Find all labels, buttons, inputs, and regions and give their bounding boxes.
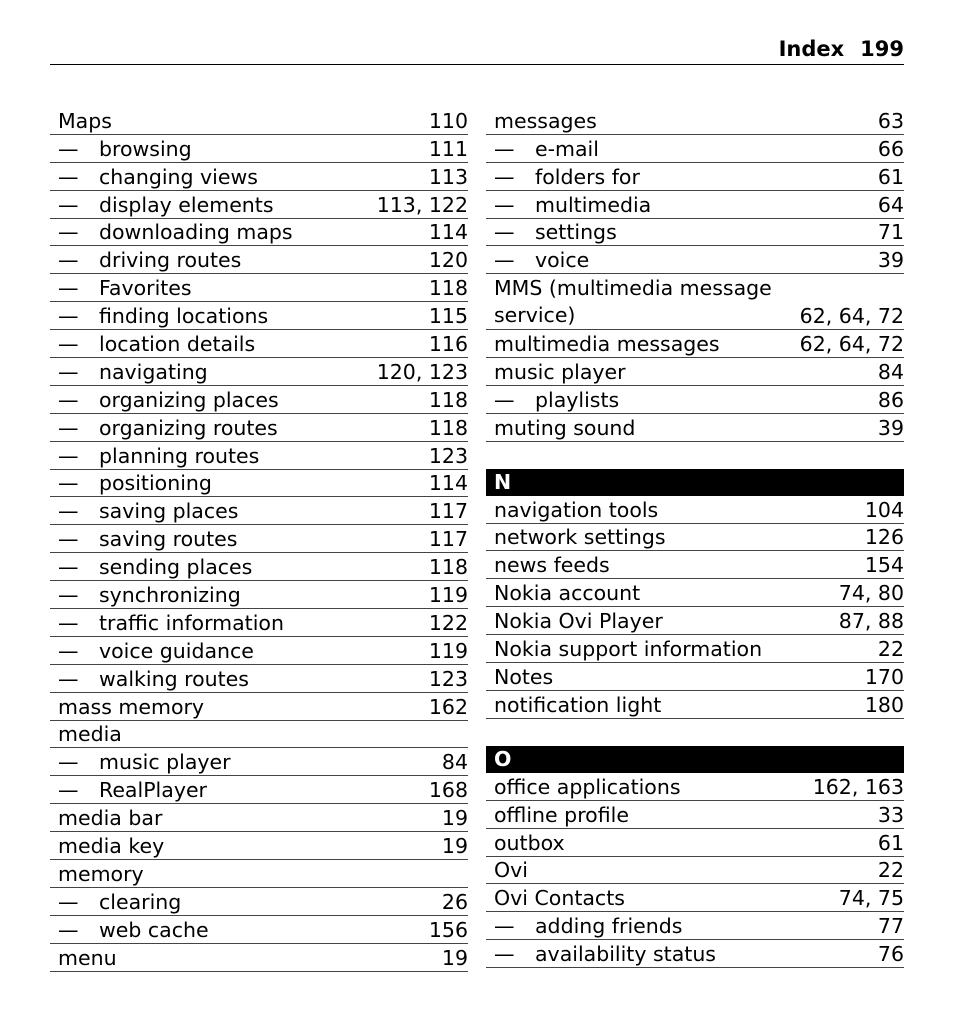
subentry-dash: — [58,387,79,412]
index-subentry [50,191,468,219]
page-reference: 117 [428,527,468,552]
page-reference: 126 [864,525,904,550]
index-term-label: playlists [535,387,620,412]
index-entry [486,857,904,885]
index-subentry [50,497,468,525]
subentry-dash: — [58,638,79,663]
index-term [494,803,870,828]
index-term-label: browsing [99,136,192,161]
subentry-dash: — [58,415,79,440]
index-term [494,109,870,134]
index-term [494,775,805,800]
index-term [58,667,421,692]
index-term [58,304,421,329]
index-term-label: Ovi [494,858,528,883]
index-subentry [50,135,468,163]
page-reference: 66 [877,136,904,161]
index-subentry [50,609,468,637]
page-reference: 64 [877,192,904,217]
index-term [58,778,421,803]
index-term-label: clearing [99,889,182,914]
page-reference: 62, 64, 72 [799,304,904,329]
page-reference: 113 [428,164,468,189]
index-term-label: mass memory [58,694,205,719]
subentry-dash: — [58,248,79,273]
index-term [494,220,870,245]
index-term-label: MMS (multimedia message service) [494,276,772,328]
subentry-dash: — [58,583,79,608]
index-term-label: downloading maps [99,220,293,245]
index-term [58,499,421,524]
page-reference: 113, 122 [376,192,468,217]
index-term [494,637,870,662]
index-subentry [50,414,468,442]
index-term [494,942,870,967]
index-term [494,165,870,190]
index-title: Index [778,37,845,61]
page-reference: 116 [428,332,468,357]
index-term-label: traffic information [99,610,284,635]
index-subentry [50,386,468,414]
index-subentry [50,442,468,470]
index-term [58,639,421,664]
index-subentry [486,912,904,940]
subentry-dash: — [58,499,79,524]
index-term-label: web cache [99,917,209,942]
index-term [58,471,421,496]
index-term [494,581,831,606]
page-reference: 76 [877,942,904,967]
index-term-label: RealPlayer [99,778,207,803]
subentry-dash: — [494,136,515,161]
index-entry [486,663,904,691]
subentry-dash: — [58,750,79,775]
index-term-label: finding locations [99,304,269,329]
page-reference: 120 [428,248,468,273]
page-reference: 74, 80 [838,581,904,606]
index-term-label: adding friends [535,914,683,939]
index-subentry [50,553,468,581]
page-reference: 110 [428,108,468,133]
index-entry [50,693,468,721]
index-term [58,109,421,134]
page-reference: 111 [428,136,468,161]
section-heading-o: O [486,746,904,773]
index-entry [486,579,904,607]
page-reference: 118 [428,415,468,440]
index-term-label: notification light [494,692,662,717]
page-reference: 117 [428,499,468,524]
page-reference: 74, 75 [838,886,904,911]
index-term [58,946,434,971]
index-term [494,665,857,690]
index-subentry [486,940,904,968]
index-term [58,360,369,385]
subentry-dash: — [58,304,79,329]
subentry-dash: — [58,666,79,691]
index-term [58,722,460,747]
index-term-label: saving routes [99,527,238,552]
subentry-dash: — [58,192,79,217]
index-term [58,695,421,720]
index-subentry [50,358,468,386]
index-term [494,332,792,357]
index-term [58,890,434,915]
index-term-label: muting sound [494,415,636,440]
index-term [58,165,421,190]
index-subentry [50,470,468,498]
page-reference: 170 [864,664,904,689]
index-term-label: navigation tools [494,497,659,522]
index-subentry [486,246,904,274]
index-term-label: Nokia account [494,581,641,606]
index-term-label: music player [494,359,626,384]
index-term-label: sending places [99,555,253,580]
subentry-dash: — [58,332,79,357]
index-subentry [486,135,904,163]
index-term-label: menu [58,945,117,970]
page-reference: 22 [877,858,904,883]
subentry-dash: — [58,276,79,301]
index-term-label: offline profile [494,802,629,827]
index-subentry [50,665,468,693]
page-reference: 114 [428,220,468,245]
index-term-label: news feeds [494,553,610,578]
index-term-label: multimedia [535,192,652,217]
index-term [494,858,870,883]
index-entry [50,944,468,972]
page-reference: 22 [877,637,904,662]
index-entry [486,524,904,552]
page-reference: 122 [428,610,468,635]
page-reference: 180 [864,692,904,717]
index-term-label: Maps [58,108,112,133]
index-term-label: changing views [99,164,258,189]
index-term [58,611,421,636]
index-entry [486,107,904,135]
subentry-dash: — [58,471,79,496]
index-term [494,886,831,911]
index-term-label: voice [535,248,590,273]
page-reference: 62, 64, 72 [799,332,904,357]
index-subentry [486,386,904,414]
index-term [494,831,870,856]
subentry-dash: — [58,443,79,468]
index-group-m [486,107,904,442]
index-term-label: e-mail [535,136,599,161]
index-entry [486,551,904,579]
page-reference: 118 [428,276,468,301]
index-term-label: Ovi Contacts [494,886,625,911]
index-term [494,525,857,550]
page-reference: 39 [877,415,904,440]
index-term [494,609,831,634]
subentry-dash: — [494,220,515,245]
page-number: 199 [860,37,904,61]
index-term-label: availability status [535,942,716,967]
index-term-label: media bar [58,806,163,831]
page-reference: 63 [877,108,904,133]
page-reference: 119 [428,638,468,663]
index-subentry [486,191,904,219]
index-term-label: positioning [99,471,212,496]
index-term [494,360,870,385]
index-term [494,193,870,218]
index-term [58,918,421,943]
index-term [494,914,870,939]
index-subentry [50,163,468,191]
index-term [58,248,421,273]
index-term-label: music player [99,750,231,775]
page-reference: 162, 163 [812,774,904,799]
index-term [58,750,434,775]
index-entry [486,496,904,524]
index-subentry [50,776,468,804]
index-term [58,276,421,301]
page-reference: 26 [441,889,468,914]
index-term-label: settings [535,220,617,245]
page-reference: 77 [877,914,904,939]
index-term-label: Nokia Ovi Player [494,609,663,634]
index-term [494,553,857,578]
page-reference: 118 [428,387,468,412]
page-reference: 168 [428,778,468,803]
index-entry [486,801,904,829]
index-term [58,137,421,162]
subentry-dash: — [494,164,515,189]
subentry-dash: — [494,914,515,939]
index-subentry [50,637,468,665]
index-subentry [486,219,904,247]
index-entry [486,635,904,663]
page-header [50,34,904,65]
index-term-label: office applications [494,774,681,799]
subentry-dash: — [58,164,79,189]
index-term [58,834,434,859]
index-subentry [50,302,468,330]
page-reference: 118 [428,555,468,580]
index-term-label: organizing places [99,387,279,412]
page-reference: 84 [877,359,904,384]
index-entry [50,832,468,860]
index-column-right [486,107,904,968]
index-entry [486,884,904,912]
index-term-label: Favorites [99,276,192,301]
index-subentry [50,916,468,944]
subentry-dash: — [494,942,515,967]
index-term [58,193,369,218]
index-subentry [50,581,468,609]
subentry-dash: — [494,387,515,412]
index-column-left [50,107,468,972]
index-term-label: display elements [99,192,274,217]
page-reference: 123 [428,666,468,691]
index-subentry [50,274,468,302]
index-term [58,583,421,608]
index-term [58,862,460,887]
section-heading-n: N [486,469,904,496]
page-reference: 39 [877,248,904,273]
index-term [58,806,434,831]
page-reference: 86 [877,387,904,412]
page-reference: 19 [441,834,468,859]
index-term-label: media [58,722,122,747]
index-term-label: voice guidance [99,638,254,663]
page-reference: 87, 88 [838,609,904,634]
index-term-label: outbox [494,830,565,855]
index-entry [50,107,468,135]
index-term-label: synchronizing [99,583,241,608]
subentry-dash: — [58,136,79,161]
index-entry [486,274,904,330]
index-entry [486,330,904,358]
index-term [494,388,870,413]
page-reference: 104 [864,497,904,522]
index-group-o [486,773,904,968]
index-term [58,220,421,245]
index-term [494,248,870,273]
page-reference: 119 [428,583,468,608]
page-reference: 115 [428,304,468,329]
index-term-label: memory [58,861,144,886]
index-entry [486,414,904,442]
index-entry [486,773,904,801]
index-term-label: navigating [99,359,208,384]
index-term [494,275,792,329]
index-term-label: network settings [494,525,666,550]
page-reference: 162 [428,694,468,719]
index-term-label: location details [99,332,256,357]
subentry-dash: — [58,220,79,245]
index-subentry [50,888,468,916]
page-reference: 61 [877,830,904,855]
index-entry [50,860,468,888]
index-term-label: walking routes [99,666,249,691]
index-term-label: organizing routes [99,415,278,440]
index-entry [486,607,904,635]
page-reference: 114 [428,471,468,496]
index-term-label: messages [494,108,597,133]
index-term [494,498,857,523]
page-reference: 19 [441,806,468,831]
index-term-label: planning routes [99,443,260,468]
index-term-label: multimedia messages [494,332,720,357]
index-entry [50,804,468,832]
index-term [494,693,857,718]
index-term-label: Nokia support information [494,637,763,662]
index-subentry [50,748,468,776]
page-reference: 123 [428,443,468,468]
index-entry [486,358,904,386]
page-reference: 84 [441,750,468,775]
subentry-dash: — [494,192,515,217]
index-subentry [50,330,468,358]
subentry-dash: — [58,917,79,942]
page-reference: 156 [428,917,468,942]
page-reference: 120, 123 [376,359,468,384]
page-reference: 154 [864,553,904,578]
subentry-dash: — [58,527,79,552]
index-subentry [486,163,904,191]
index-term-label: driving routes [99,248,242,273]
subentry-dash: — [58,778,79,803]
index-group-n [486,496,904,719]
page-reference: 19 [441,945,468,970]
index-term [58,388,421,413]
subentry-dash: — [58,359,79,384]
page-reference: 33 [877,802,904,827]
index-subentry [50,246,468,274]
index-term-label: saving places [99,499,239,524]
index-term-label: folders for [535,164,640,189]
index-term [58,416,421,441]
index-subentry [50,525,468,553]
index-subentry [50,219,468,247]
index-term [494,137,870,162]
index-term-label: media key [58,834,165,859]
page-reference: 71 [877,220,904,245]
index-term [58,555,421,580]
subentry-dash: — [58,889,79,914]
index-entry [50,721,468,749]
subentry-dash: — [58,610,79,635]
index-term [58,332,421,357]
subentry-dash: — [494,248,515,273]
index-term [58,527,421,552]
index-entry [486,829,904,857]
subentry-dash: — [58,555,79,580]
index-term [494,416,870,441]
index-term-label: Notes [494,664,554,689]
page-reference: 61 [877,164,904,189]
index-entry [486,691,904,719]
index-term [58,444,421,469]
